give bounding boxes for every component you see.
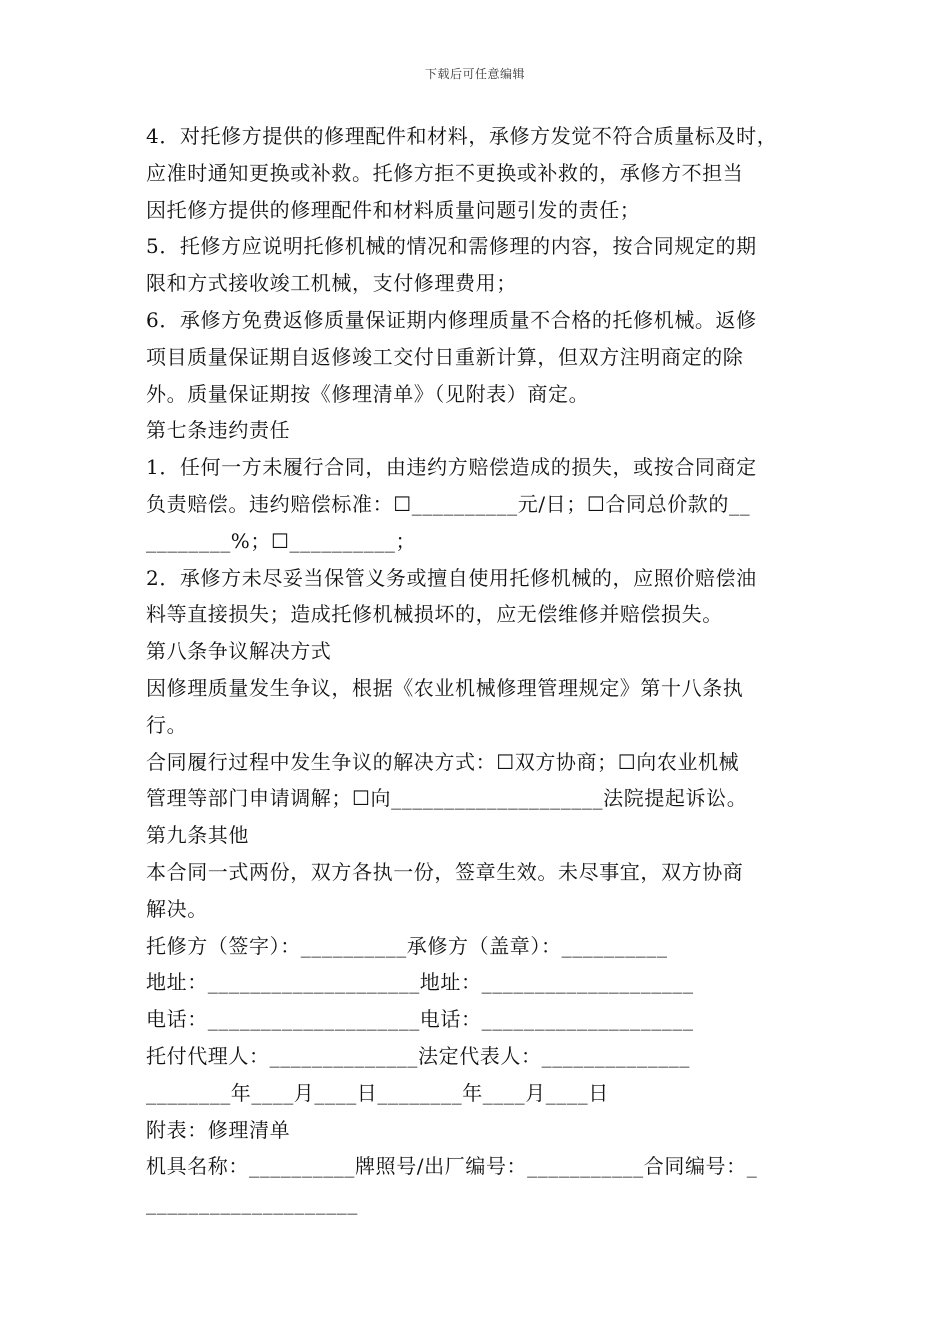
text-line: ____________________ (146, 1191, 358, 1216)
text-line: 地址：____________________地址：____________________ (146, 970, 694, 995)
text-line: 第九条其他 (146, 823, 249, 848)
text-line: 电话：____________________电话：____________________ (146, 1007, 694, 1032)
text-line: 6．承修方免费返修质量保证期内修理质量不合格的托修机械。返修 (146, 307, 757, 332)
text-line: 应准时通知更换或补救。托修方拒不更换或补救的，承修方不担当 (146, 160, 744, 185)
text-line: 托付代理人：______________法定代表人：______________ (146, 1043, 690, 1068)
text-line: 第七条违约责任 (146, 418, 291, 443)
text-line: ________%；☐__________； (146, 528, 417, 553)
text-line: 限和方式接收竣工机械，支付修理费用； (146, 271, 517, 296)
text-line: 本合同一式两份，双方各执一份，签章生效。未尽事宜，双方协商 (146, 859, 744, 884)
text-line: 项目质量保证期自返修竣工交付日重新计算，但双方注明商定的除 (146, 344, 744, 369)
text-line: 外。质量保证期按《修理清单》（见附表）商定。 (146, 381, 590, 406)
text-line: 2．承修方未尽妥当保管义务或擅自使用托修机械的，应照价赔偿油 (146, 565, 757, 590)
text-line: 托修方（签字）：__________承修方（盖章）：__________ (146, 933, 668, 958)
text-line: 4．对托修方提供的修理配件和材料，承修方发觉不符合质量标及时， (146, 124, 778, 148)
text-line: 附表：修理清单 (146, 1117, 291, 1142)
text-line: 1．任何一方未履行合同，由违约方赔偿造成的损失，或按合同商定 (146, 455, 757, 480)
text-line: 因修理质量发生争议，根据《农业机械修理管理规定》第十八条执 (146, 675, 744, 700)
text-line: 5．托修方应说明托修机械的情况和需修理的内容，按合同规定的期 (146, 234, 757, 259)
text-line: 负责赔偿。违约赔偿标准：☐__________元/日；☐合同总价款的__ (146, 491, 751, 516)
document-body (146, 118, 814, 1222)
text-line: ________年____月____日________年____月____日 (146, 1080, 609, 1105)
text-line: 行。 (146, 712, 188, 737)
text-line: 因托修方提供的修理配件和材料质量问题引发的责任； (146, 197, 641, 222)
text-line: 合同履行过程中发生争议的解决方式：☐双方协商；☐向农业机械 (146, 749, 740, 774)
text-line: 第八条争议解决方式 (146, 639, 332, 664)
text-line: 解决。 (146, 896, 208, 921)
page-header: 下载后可任意编辑 (424, 67, 525, 81)
text-line: 机具名称：__________牌照号/出厂编号：___________合同编号：_ (146, 1154, 758, 1179)
text-line: 料等直接损失；造成托修机械损坏的，应无偿维修并赔偿损失。 (146, 602, 723, 627)
text-line: 管理等部门申请调解；☐向____________________法院提起诉讼。 (146, 786, 748, 811)
